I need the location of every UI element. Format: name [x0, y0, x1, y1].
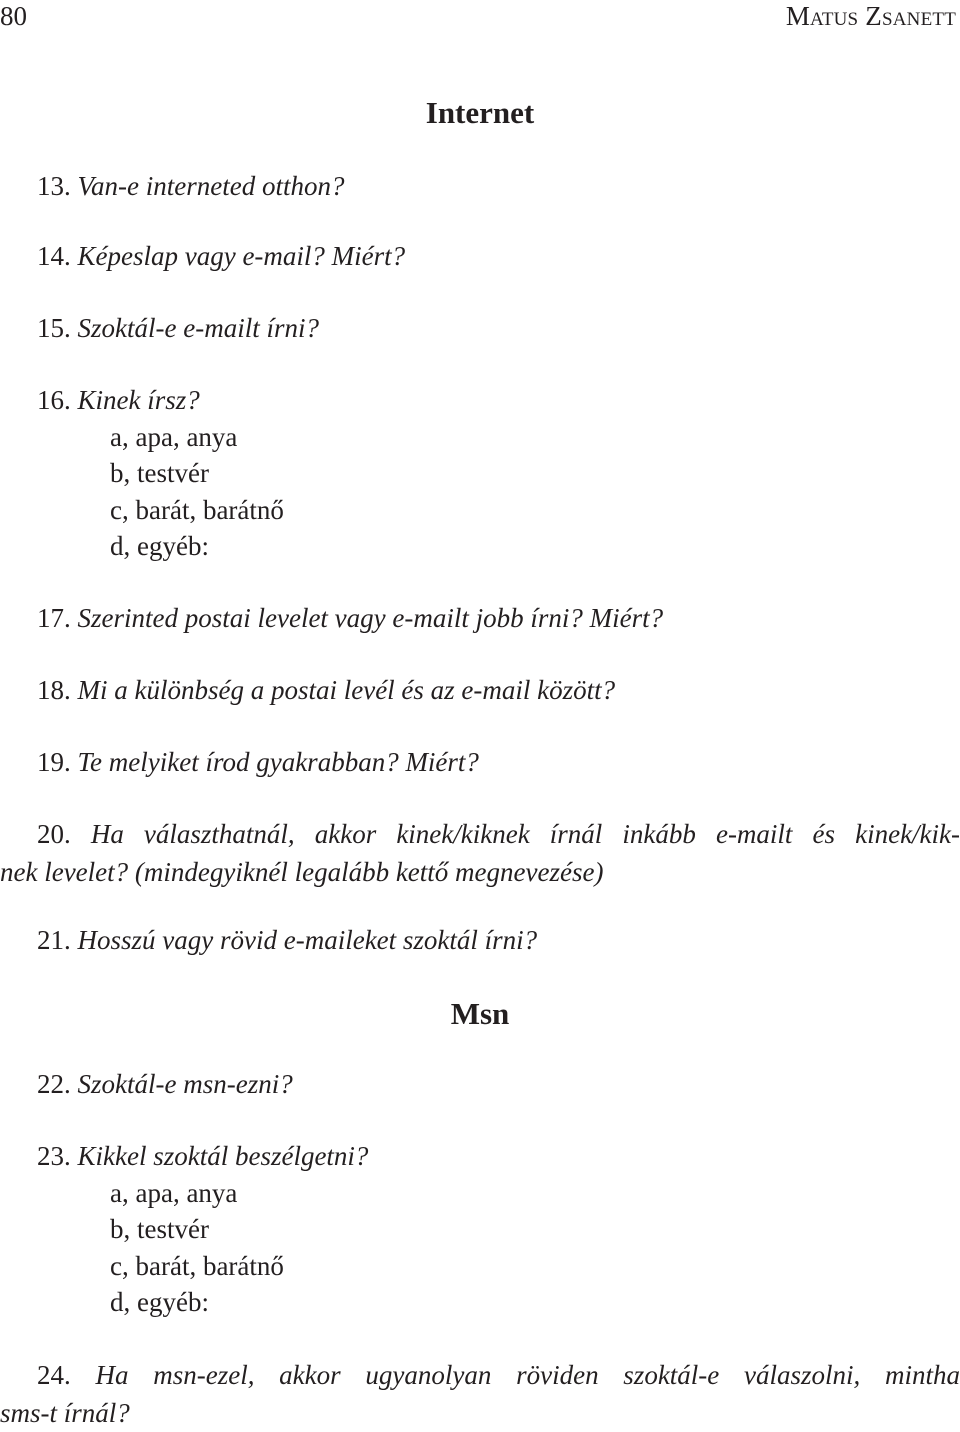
question-19: [37, 746, 479, 778]
page-number: 80: [0, 1, 27, 31]
question-15: [37, 312, 319, 344]
question-24-line-1: [0, 1356, 960, 1394]
answer-option-a: a, apa, anya: [110, 422, 238, 452]
question-16: [37, 384, 200, 416]
question-18: [37, 674, 615, 706]
question-17: [37, 602, 663, 634]
question-number: 19.: [37, 747, 71, 777]
question-24-line-2: sms-t írnál?: [0, 1398, 130, 1428]
answer-option-c: c, barát, barátnő: [110, 495, 284, 525]
answer-option-d: d, egyéb:: [110, 1287, 209, 1317]
question-text: Kinek írsz?: [77, 385, 200, 415]
question-text: Szoktál-e msn-ezni?: [77, 1069, 293, 1099]
question-20-line-2: nek levelet? (mindegyiknél legalább kettő megnevezése): [0, 857, 604, 887]
question-text: Van-e interneted otthon?: [77, 171, 345, 201]
question-number: 16.: [37, 385, 71, 415]
question-text: Hosszú vagy rövid e-maileket szoktál írni?: [77, 925, 538, 955]
question-text: Szoktál-e e-mailt írni?: [77, 313, 319, 343]
answer-option-a: a, apa, anya: [110, 1178, 238, 1208]
question-number: 22.: [37, 1069, 71, 1099]
section-title-msn: Msn: [450, 996, 510, 1031]
question-number: 17.: [37, 603, 71, 633]
answer-option-b: b, testvér: [110, 1214, 209, 1244]
answer-option-b: b, testvér: [110, 458, 209, 488]
question-text: Képeslap vagy e-mail? Miért?: [77, 241, 406, 271]
answer-option-d: d, egyéb:: [110, 531, 209, 561]
question-13: [37, 170, 344, 202]
question-text: Ha választhatnál, akkor kinek/kiknek írnál inkább e-mailt és kinek/kik-: [90, 819, 960, 849]
question-23: [37, 1140, 368, 1172]
question-number: 24.: [37, 1360, 71, 1390]
section-title-internet: Internet: [425, 95, 535, 130]
question-text: Ha msn-ezel, akkor ugyanolyan röviden szoktál-e válaszolni, mintha: [95, 1360, 960, 1390]
question-22: [37, 1068, 293, 1100]
question-24: [0, 1356, 960, 1432]
running-head-author: Matus Zsanett: [785, 1, 956, 31]
question-number: 13.: [37, 171, 71, 201]
question-20-line-1: [0, 815, 960, 853]
question-number: 20.: [37, 819, 71, 849]
question-number: 18.: [37, 675, 71, 705]
question-number: 21.: [37, 925, 71, 955]
answer-option-c: c, barát, barátnő: [110, 1251, 284, 1281]
question-text: Te melyiket írod gyakrabban? Miért?: [77, 747, 479, 777]
question-number: 14.: [37, 241, 71, 271]
question-text: Kikkel szoktál beszélgetni?: [77, 1141, 369, 1171]
question-number: 23.: [37, 1141, 71, 1171]
question-text: Mi a különbség a postai levél és az e-mail között?: [77, 675, 616, 705]
question-20: [0, 815, 960, 891]
question-14: [37, 240, 405, 272]
question-text: Szerinted postai levelet vagy e-mailt jobb írni? Miért?: [77, 603, 664, 633]
question-number: 15.: [37, 313, 71, 343]
question-21: [37, 924, 537, 956]
